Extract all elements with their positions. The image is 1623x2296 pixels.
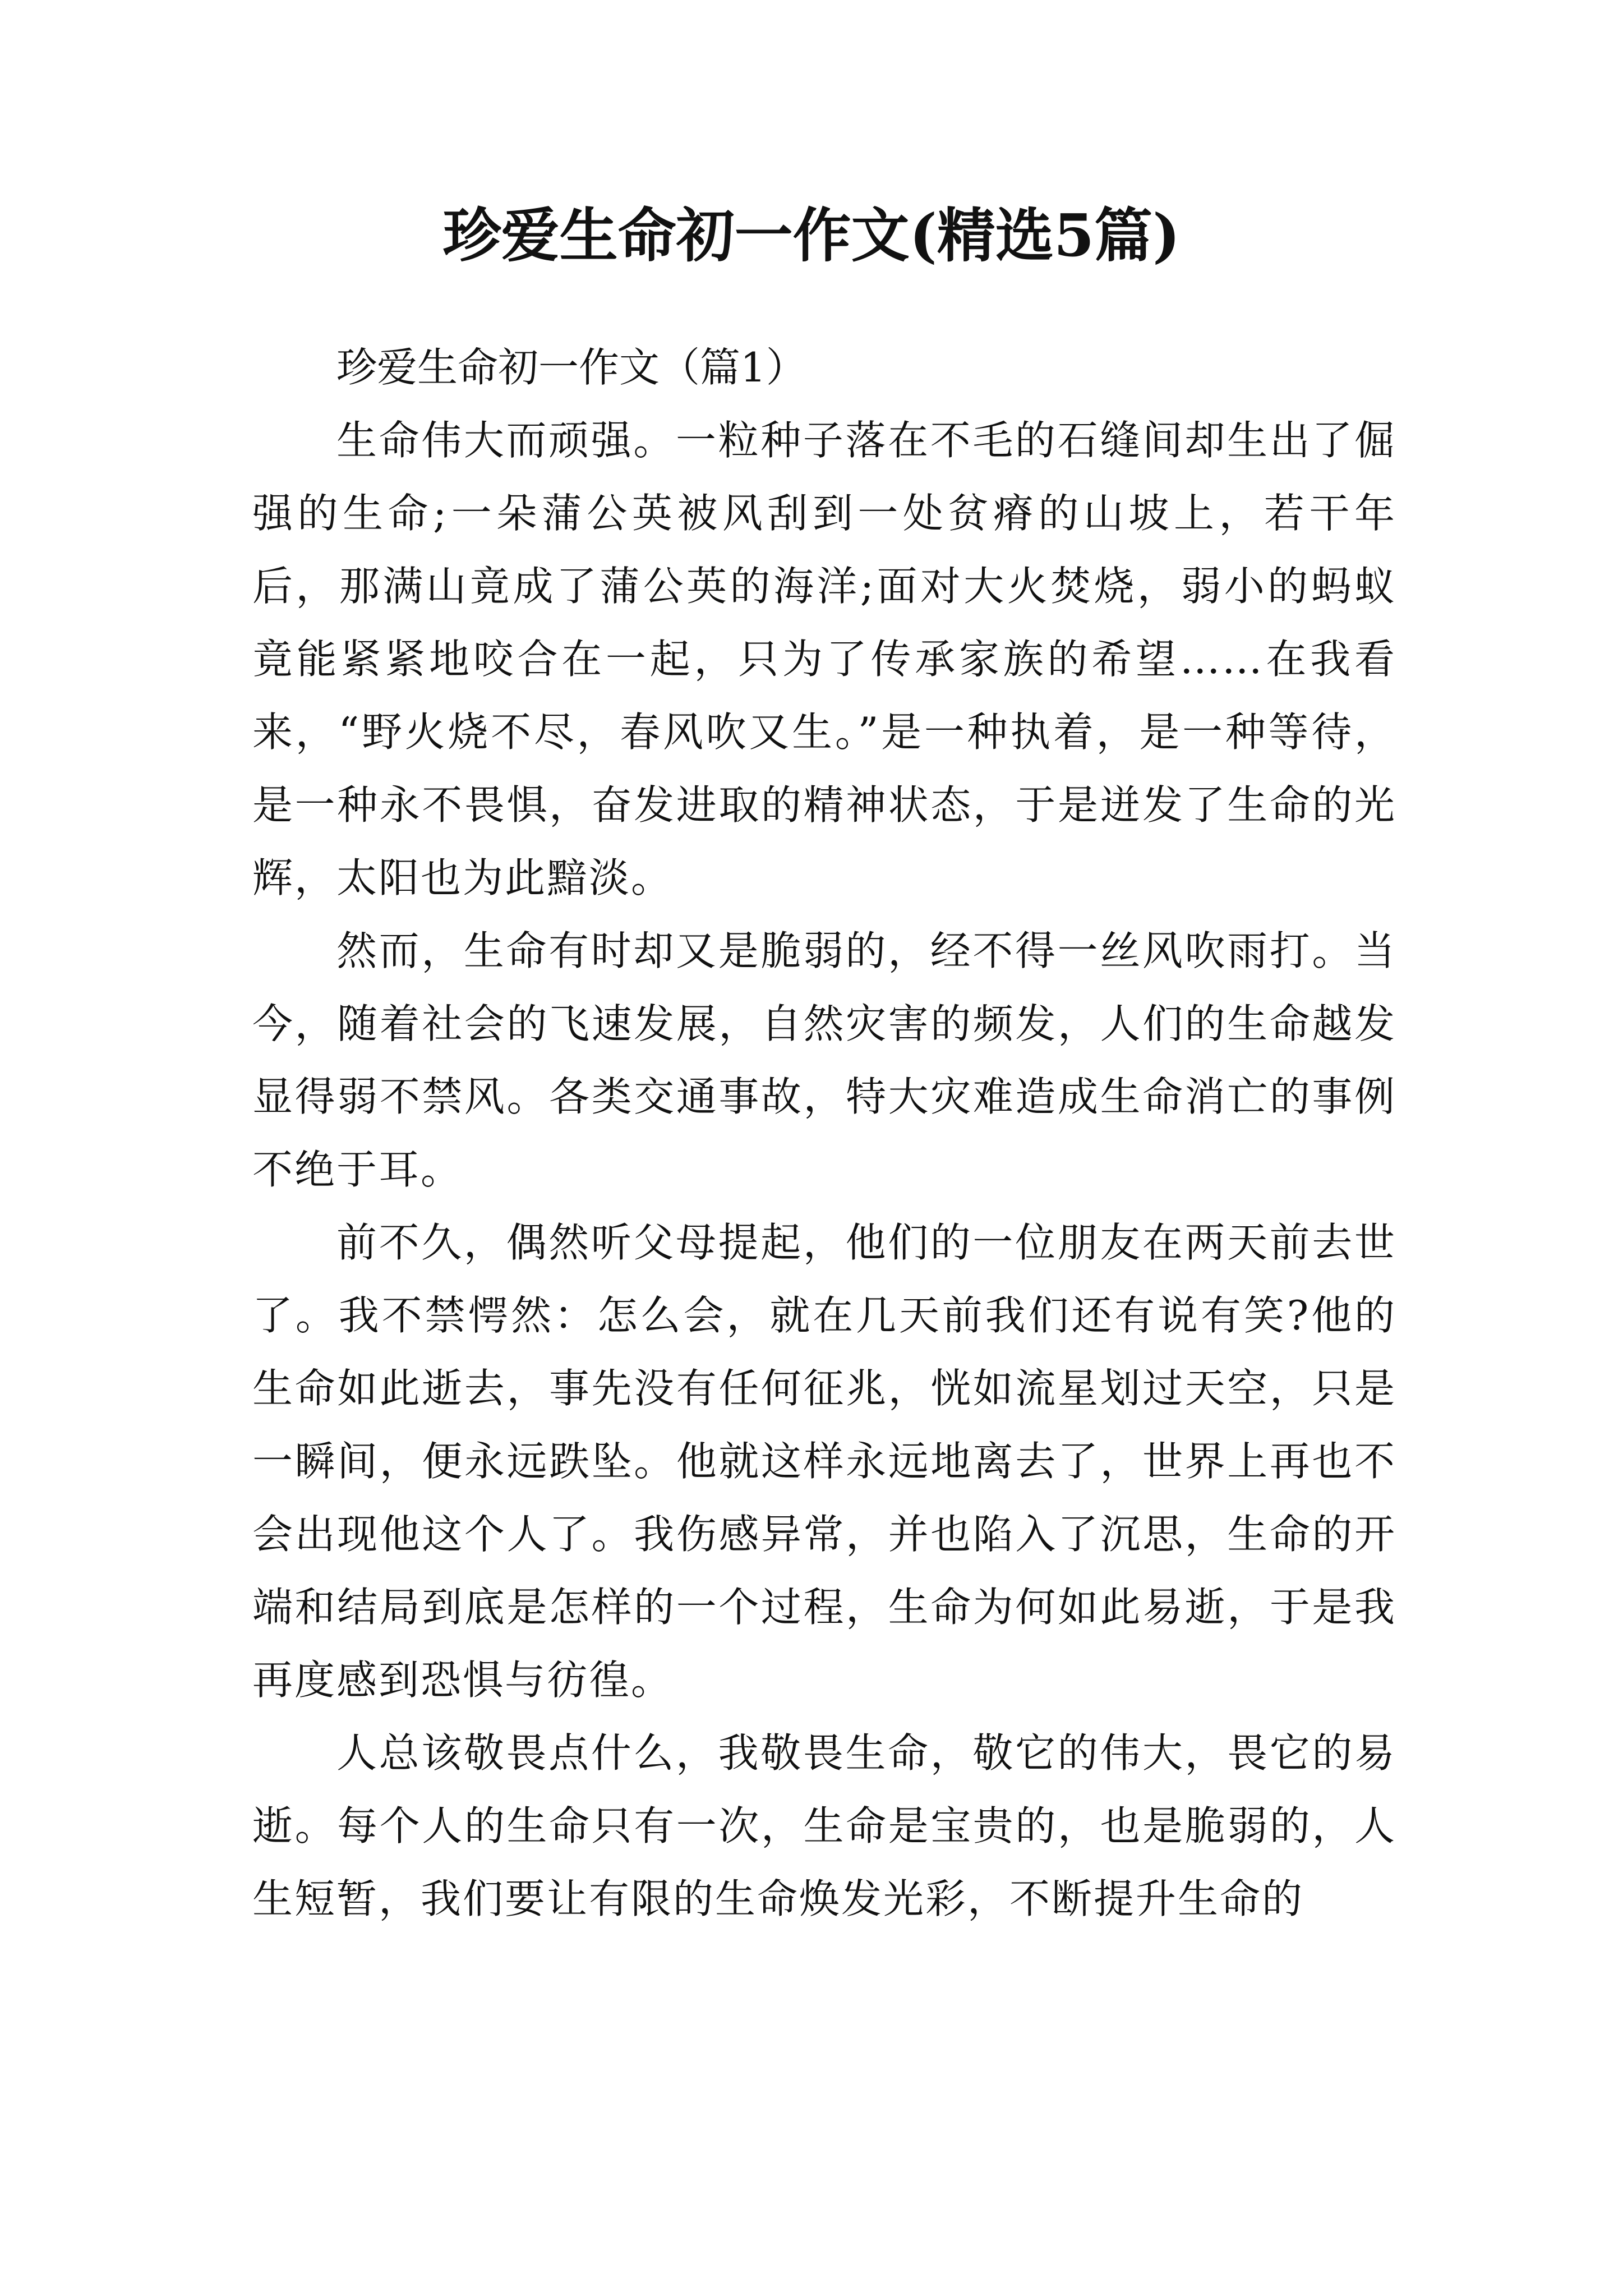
document-body (252, 331, 1396, 1935)
paragraph-3: 前不久，偶然听父母提起，他们的一位朋友在两天前去世了。我不禁愕然：怎么会，就在几天前我们还有说有笑?他的生命如此逝去，事先没有任何征兆，恍如流星划过天空，只是一瞬间，便永远跌坠。他就这样永远地离去了，世界上再也不会出现他这个人了。我伤感异常，并也陷入了沉思，生命的开端和结局到底是怎样的一个过程，生命为何如此易逝，于是我再度感到恐惧与彷徨。 (252, 1219, 1396, 1704)
paragraph-2: 然而，生命有时却又是脆弱的，经不得一丝风吹雨打。当今，随着社会的飞速发展，自然灾害的频发，人们的生命越发显得弱不禁风。各类交通事故，特大灾难造成生命消亡的事例不绝于耳。 (252, 927, 1396, 1193)
paragraph-1: 生命伟大而顽强。一粒种子落在不毛的石缝间却生出了倔强的生命;一朵蒲公英被风刮到一处贫瘠的山坡上，若干年后，那满山竟成了蒲公英的海洋;面对大火焚烧，弱小的蚂蚁竟能紧紧地咬合在一起，只为了传承家族的希望……在我看来，“野火烧不尽，春风吹又生。”是一种执着，是一种等待，是一种永不畏惧，奋发进取的精神状态，于是迸发了生命的光辉，太阳也为此黯淡。 (252, 417, 1396, 901)
section-heading: 珍爱生命初一作文（篇1） (336, 344, 806, 391)
paragraph-4: 人总该敬畏点什么，我敬畏生命，敬它的伟大，畏它的易逝。每个人的生命只有一次，生命是宝贵的，也是脆弱的，人生短暂，我们要让有限的生命焕发光彩，不断提升生命的 (252, 1729, 1396, 1922)
document-title: 珍爱生命初一作文(精选5篇) (442, 201, 1181, 270)
